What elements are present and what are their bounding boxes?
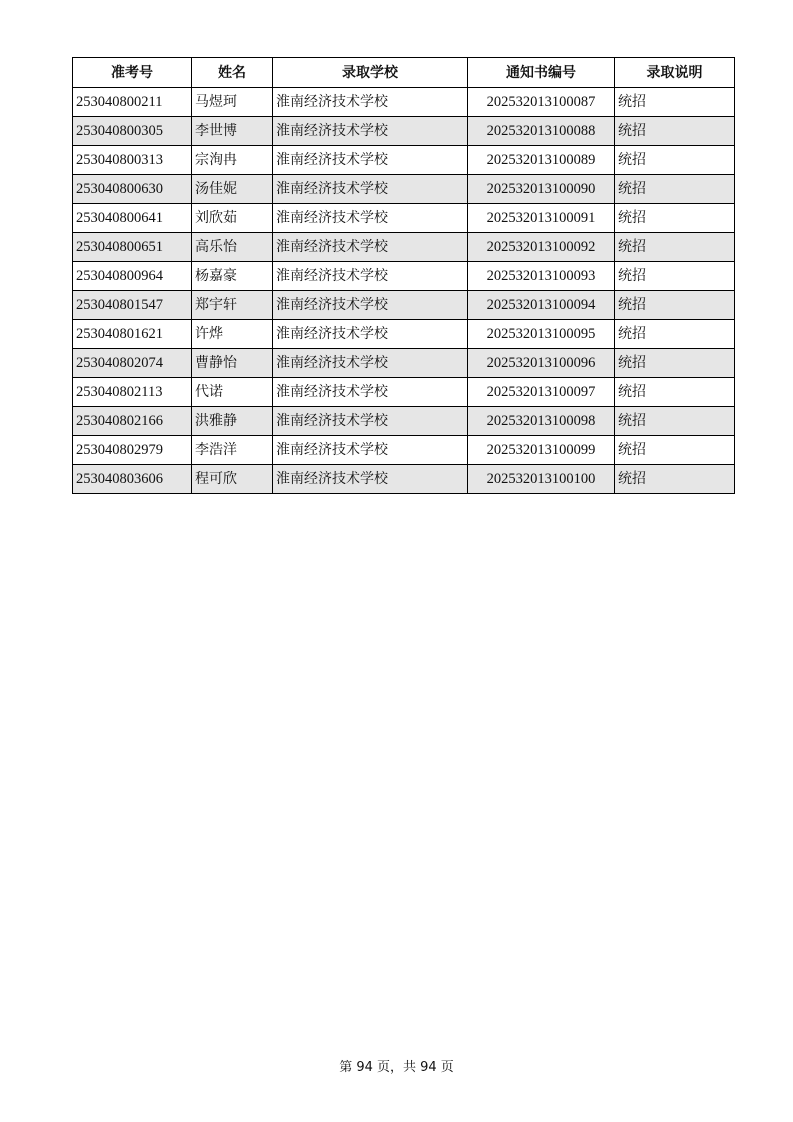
cell-school: 淮南经济技术学校 [273, 233, 468, 262]
cell-remark: 统招 [615, 436, 735, 465]
cell-remark: 统招 [615, 465, 735, 494]
cell-name: 杨嘉豪 [192, 262, 273, 291]
admission-table [72, 57, 735, 494]
cell-school: 淮南经济技术学校 [273, 320, 468, 349]
page-footer: 第 94 页，共 94 页 [339, 1060, 454, 1075]
header-name: 姓名 [192, 58, 273, 88]
cell-school: 淮南经济技术学校 [273, 378, 468, 407]
table-header-row [73, 58, 735, 88]
cell-exam-number: 253040801621 [73, 320, 192, 349]
table-row [73, 436, 735, 465]
table-row [73, 407, 735, 436]
cell-exam-number: 253040802074 [73, 349, 192, 378]
cell-remark: 统招 [615, 262, 735, 291]
cell-notice-number: 202532013100098 [468, 407, 615, 436]
table-row [73, 349, 735, 378]
cell-remark: 统招 [615, 349, 735, 378]
cell-name: 高乐怡 [192, 233, 273, 262]
cell-remark: 统招 [615, 378, 735, 407]
cell-notice-number: 202532013100099 [468, 436, 615, 465]
cell-school: 淮南经济技术学校 [273, 88, 468, 117]
cell-school: 淮南经济技术学校 [273, 291, 468, 320]
cell-school: 淮南经济技术学校 [273, 117, 468, 146]
header-exam-number: 准考号 [73, 58, 192, 88]
table-row [73, 262, 735, 291]
cell-school: 淮南经济技术学校 [273, 146, 468, 175]
cell-notice-number: 202532013100087 [468, 88, 615, 117]
cell-exam-number: 253040803606 [73, 465, 192, 494]
cell-remark: 统招 [615, 146, 735, 175]
cell-name: 洪雅静 [192, 407, 273, 436]
table-row [73, 378, 735, 407]
cell-notice-number: 202532013100091 [468, 204, 615, 233]
cell-exam-number: 253040802979 [73, 436, 192, 465]
cell-exam-number: 253040800641 [73, 204, 192, 233]
cell-name: 许烨 [192, 320, 273, 349]
cell-school: 淮南经济技术学校 [273, 465, 468, 494]
table-row [73, 117, 735, 146]
cell-remark: 统招 [615, 233, 735, 262]
cell-remark: 统招 [615, 407, 735, 436]
cell-school: 淮南经济技术学校 [273, 349, 468, 378]
cell-name: 李世博 [192, 117, 273, 146]
cell-exam-number: 253040802166 [73, 407, 192, 436]
header-remark: 录取说明 [615, 58, 735, 88]
cell-school: 淮南经济技术学校 [273, 436, 468, 465]
cell-exam-number: 253040802113 [73, 378, 192, 407]
cell-notice-number: 202532013100100 [468, 465, 615, 494]
cell-notice-number: 202532013100092 [468, 233, 615, 262]
cell-exam-number: 253040800630 [73, 175, 192, 204]
cell-exam-number: 253040800305 [73, 117, 192, 146]
cell-remark: 统招 [615, 88, 735, 117]
cell-remark: 统招 [615, 175, 735, 204]
cell-remark: 统招 [615, 320, 735, 349]
cell-name: 代诺 [192, 378, 273, 407]
cell-school: 淮南经济技术学校 [273, 407, 468, 436]
cell-exam-number: 253040800651 [73, 233, 192, 262]
cell-notice-number: 202532013100095 [468, 320, 615, 349]
cell-notice-number: 202532013100090 [468, 175, 615, 204]
cell-name: 宗洵冉 [192, 146, 273, 175]
table-row [73, 233, 735, 262]
table-row [73, 465, 735, 494]
table-row [73, 320, 735, 349]
cell-notice-number: 202532013100088 [468, 117, 615, 146]
cell-name: 郑宇轩 [192, 291, 273, 320]
cell-school: 淮南经济技术学校 [273, 262, 468, 291]
cell-notice-number: 202532013100096 [468, 349, 615, 378]
cell-exam-number: 253040801547 [73, 291, 192, 320]
header-school: 录取学校 [273, 58, 468, 88]
cell-name: 马煜珂 [192, 88, 273, 117]
table-row [73, 204, 735, 233]
table-row [73, 88, 735, 117]
table-row [73, 146, 735, 175]
table-row [73, 291, 735, 320]
cell-notice-number: 202532013100089 [468, 146, 615, 175]
cell-name: 李浩洋 [192, 436, 273, 465]
cell-remark: 统招 [615, 204, 735, 233]
table-body [73, 88, 735, 494]
cell-remark: 统招 [615, 117, 735, 146]
cell-exam-number: 253040800313 [73, 146, 192, 175]
cell-exam-number: 253040800964 [73, 262, 192, 291]
cell-name: 刘欣茹 [192, 204, 273, 233]
cell-school: 淮南经济技术学校 [273, 175, 468, 204]
table-row [73, 175, 735, 204]
cell-name: 汤佳妮 [192, 175, 273, 204]
cell-notice-number: 202532013100097 [468, 378, 615, 407]
cell-exam-number: 253040800211 [73, 88, 192, 117]
cell-school: 淮南经济技术学校 [273, 204, 468, 233]
cell-remark: 统招 [615, 291, 735, 320]
cell-name: 曹静怡 [192, 349, 273, 378]
header-notice-number: 通知书编号 [468, 58, 615, 88]
cell-notice-number: 202532013100094 [468, 291, 615, 320]
cell-notice-number: 202532013100093 [468, 262, 615, 291]
cell-name: 程可欣 [192, 465, 273, 494]
